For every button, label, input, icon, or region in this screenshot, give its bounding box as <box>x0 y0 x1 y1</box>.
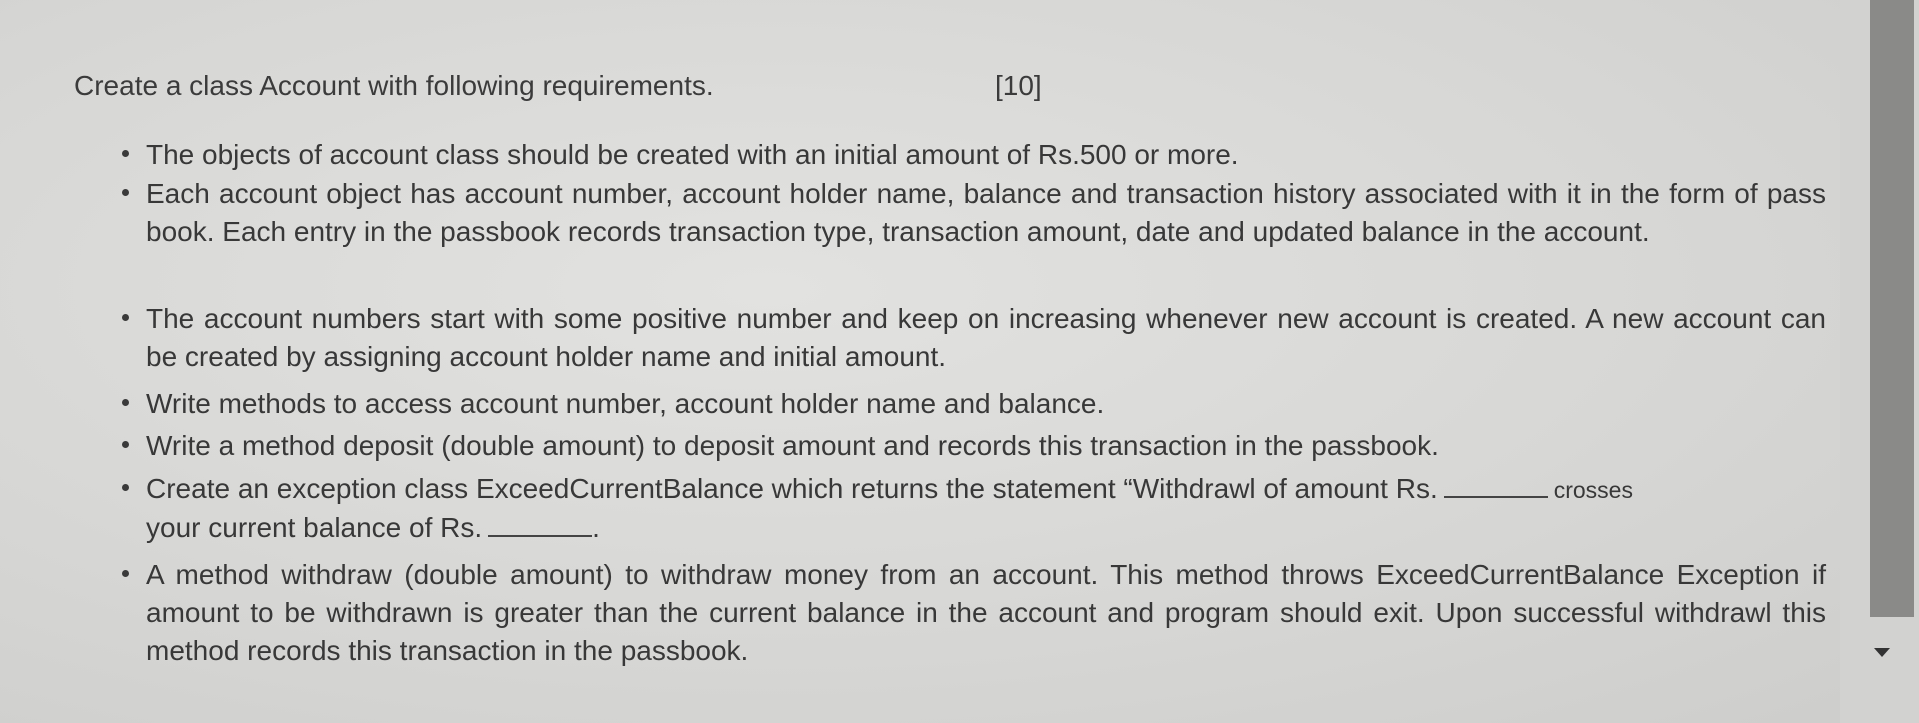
requirement-text: Write a method deposit (double amount) to deposit amount and records this transaction in the passbook. <box>146 430 1439 461</box>
requirement-text: The objects of account class should be created with an initial amount of Rs.500 or more. <box>146 139 1239 170</box>
list-item <box>146 556 1826 670</box>
requirement-text: Write methods to access account number, account holder name and balance. <box>146 388 1105 419</box>
bullet-dot-icon <box>122 189 129 196</box>
bullet-dot-icon <box>122 399 129 406</box>
bullet-dot-icon <box>122 570 129 577</box>
vertical-scrollbar[interactable] <box>1840 0 1919 723</box>
list-item <box>146 470 1826 547</box>
bullet-dot-icon <box>122 314 129 321</box>
fill-blank <box>1444 474 1548 498</box>
triangle-down-icon[interactable] <box>1874 648 1890 657</box>
bullet-dot-icon <box>122 150 129 157</box>
requirement-text: Each account object has account number, account holder name, balance and transaction history associated with it in the form of pass book. Each entry in the passbook records transaction type, transaction amount, date and updated balance in the account. <box>146 178 1826 247</box>
list-item <box>146 136 1826 174</box>
requirement-text-end: . <box>592 512 600 543</box>
requirement-text: The account numbers start with some positive number and keep on increasing whenever new account is created. A new account can be created by assigning account holder name and initial amount. <box>146 303 1826 372</box>
bullet-dot-icon <box>122 484 129 491</box>
bullet-dot-icon <box>122 441 129 448</box>
list-item <box>146 300 1826 376</box>
list-item <box>146 175 1826 251</box>
requirement-text-crosses: crosses <box>1553 477 1633 503</box>
scrollbar-thumb[interactable] <box>1870 0 1914 617</box>
list-item <box>146 385 1826 423</box>
requirement-text: Create an exception class ExceedCurrentBalance which returns the statement “Withdrawl of amount Rs. <box>146 473 1438 504</box>
requirement-text: A method withdraw (double amount) to withdraw money from an account. This method throws ExceedCurrentBalance Exception if amount to be withdrawn is greater than the current balance in the account and program should exit. Upon successful withdrawl this method records this transaction in the passbook. <box>146 559 1826 666</box>
requirement-text-continued: your current balance of Rs. <box>146 512 483 543</box>
question-heading: Create a class Account with following requirements. <box>74 70 714 101</box>
question-marks: [10] <box>995 70 1042 101</box>
fill-blank <box>488 513 592 537</box>
list-item <box>146 427 1826 465</box>
